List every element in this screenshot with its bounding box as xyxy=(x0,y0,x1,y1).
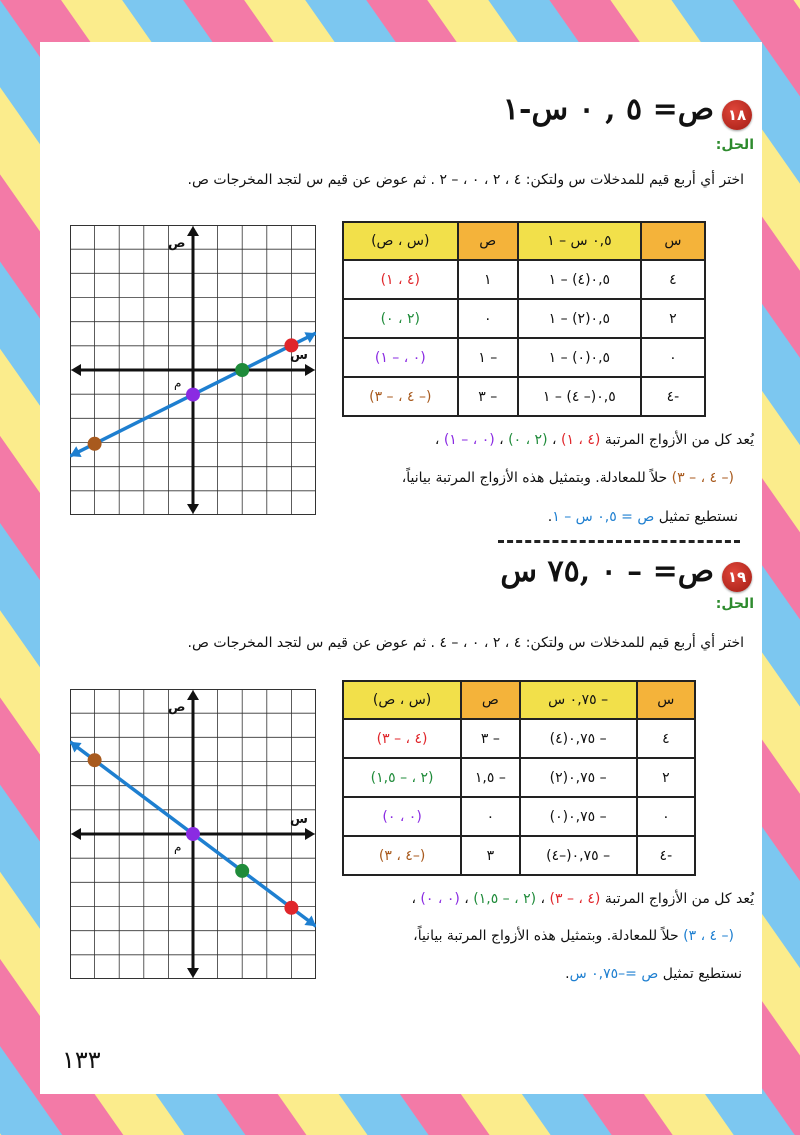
cell-y: ٠ xyxy=(461,797,519,836)
table-row xyxy=(343,260,705,299)
y-axis-label: ص xyxy=(168,700,186,715)
data-point xyxy=(88,437,102,451)
table-row xyxy=(343,377,705,416)
explanation-line-3 xyxy=(548,509,738,525)
cell-x: ٢ xyxy=(641,299,705,338)
table-row xyxy=(343,758,695,797)
cell-expression: ٠,٥(٤) – ١ xyxy=(518,260,641,299)
header-pair: (س ، ص) xyxy=(343,222,458,260)
data-point xyxy=(235,363,249,377)
question-18-header xyxy=(452,92,752,136)
ordered-pair: (٤ ، ١) xyxy=(560,432,601,448)
cell-pair: (٤ ، – ٣) xyxy=(343,719,461,758)
x-axis-label: س xyxy=(290,812,308,827)
ordered-pair: (– ٤ ، ٣) xyxy=(683,928,734,944)
ordered-pair: (٢ ، – ١,٥) xyxy=(473,891,537,907)
header-pair: (س ، ص) xyxy=(343,681,461,719)
cell-x: ٤ xyxy=(637,719,695,758)
values-table xyxy=(342,221,706,417)
page-number: ١٣٣ xyxy=(62,1046,101,1074)
cell-pair: (٤ ، ١) xyxy=(343,260,458,299)
x-axis-label: س xyxy=(290,348,308,363)
explanation-text: يُعد كل من الأزواج المرتبة xyxy=(604,432,754,448)
sentence-end: . xyxy=(565,966,570,982)
table-row xyxy=(343,797,695,836)
cell-y: ٠ xyxy=(458,299,518,338)
header-x: س xyxy=(637,681,695,719)
solution-label: الحل: xyxy=(715,596,754,612)
equation-title: ص= – ٠ ,٧٥ س xyxy=(500,554,714,589)
cell-x: ٤ xyxy=(641,260,705,299)
cell-pair: (– ٤ ، – ٣) xyxy=(343,377,458,416)
cell-x: -٤ xyxy=(641,377,705,416)
sentence-end: . xyxy=(547,509,553,525)
explanation-line-1: يُعد كل من الأزواج المرتبة (٤ ، ١) ، (٢ ، ٠) ، (٠ ، – ١) ، xyxy=(434,432,754,448)
explanation-line-2 xyxy=(413,928,734,944)
cell-x: ٠ xyxy=(637,797,695,836)
ordered-pair: (٤ ، – ٣) xyxy=(549,891,601,907)
cell-y: – ٣ xyxy=(458,377,518,416)
explanation-line-2 xyxy=(402,470,734,486)
table-row xyxy=(343,299,705,338)
section-divider xyxy=(498,540,740,543)
instruction-text: اختر أي أربع قيم للمدخلات س ولتكن: ٤ ، ٢ ، ٠ ، – ٤ . ثم عوض عن قيم س لتجد المخرجات ص. xyxy=(187,635,744,651)
header-y: ص xyxy=(461,681,519,719)
cell-y: ١ xyxy=(458,260,518,299)
coordinate-graph xyxy=(70,689,316,979)
header-expression: – ٠,٧٥ س xyxy=(520,681,637,719)
instruction-text: اختر أي أربع قيم للمدخلات س ولتكن: ٤ ، ٢ ، ٠ ، – ٢ . ثم عوض عن قيم س لتجد المخرجات ص. xyxy=(187,172,744,188)
values-table xyxy=(342,680,696,876)
explanation-text: نستطيع تمثيل xyxy=(662,966,742,982)
cell-expression: – ٠,٧٥(٢) xyxy=(520,758,637,797)
solution-label: الحل: xyxy=(715,137,754,153)
question-number-badge: ١٩ xyxy=(722,562,752,592)
cell-expression: ٠,٥(٠) – ١ xyxy=(518,338,641,377)
coordinate-graph xyxy=(70,225,316,515)
cell-pair: (٠ ، ٠) xyxy=(343,797,461,836)
explanation-text: حلاً للمعادلة. وبتمثيل هذه الأزواج المرتبة بيانياً، xyxy=(401,470,668,486)
origin-label: م xyxy=(174,840,182,854)
ordered-pair: (٠ ، – ١) xyxy=(443,432,495,448)
data-point xyxy=(88,753,102,767)
data-point xyxy=(284,901,298,915)
cell-y: – ٣ xyxy=(461,719,519,758)
header-expression: ٠,٥ س – ١ xyxy=(518,222,641,260)
equation-inline: ص =–٠,٧٥ س xyxy=(569,966,659,982)
question-19-header xyxy=(452,554,752,598)
explanation-line-1: يُعد كل من الأزواج المرتبة (٤ ، – ٣) ، (٢ ، – ١,٥) ، (٠ ، ٠) ، xyxy=(411,891,754,907)
table-body xyxy=(343,260,705,416)
cell-pair: (٠ ، – ١) xyxy=(343,338,458,377)
table-row xyxy=(343,338,705,377)
cell-pair: (٢ ، ٠) xyxy=(343,299,458,338)
cell-y: – ١,٥ xyxy=(461,758,519,797)
cell-x: ٠ xyxy=(641,338,705,377)
y-axis-label: ص xyxy=(168,236,186,251)
table-row xyxy=(343,836,695,875)
data-point xyxy=(186,827,200,841)
cell-expression: – ٠,٧٥(٠) xyxy=(520,797,637,836)
worksheet-page xyxy=(40,42,762,1094)
cell-expression: ٠,٥(٢) – ١ xyxy=(518,299,641,338)
explanation-text: يُعد كل من الأزواج المرتبة xyxy=(604,891,754,907)
ordered-pair: (– ٤ ، – ٣) xyxy=(671,470,734,486)
ordered-pair: (٠ ، ٠) xyxy=(420,891,460,907)
table-row xyxy=(343,719,695,758)
data-point xyxy=(235,864,249,878)
cell-y: ٣ xyxy=(461,836,519,875)
equation-inline: ص = ٠,٥ س – ١ xyxy=(552,509,655,525)
header-x: س xyxy=(641,222,705,260)
equation-title: ص= ٥ , ٠ س-١ xyxy=(502,92,714,127)
cell-pair: (٢ ، – ١,٥) xyxy=(343,758,461,797)
cell-pair: (–٤ ، ٣) xyxy=(343,836,461,875)
data-point xyxy=(186,388,200,402)
cell-expression: – ٠,٧٥(–٤) xyxy=(520,836,637,875)
cell-expression: – ٠,٧٥(٤) xyxy=(520,719,637,758)
explanation-line-3 xyxy=(565,966,742,982)
table-body xyxy=(343,719,695,875)
explanation-text: نستطيع تمثيل xyxy=(658,509,738,525)
explanation-text: حلاً للمعادلة. وبتمثيل هذه الأزواج المرتبة بيانياً، xyxy=(413,928,679,944)
cell-x: -٤ xyxy=(637,836,695,875)
header-y: ص xyxy=(458,222,518,260)
ordered-pair: (٢ ، ٠) xyxy=(508,432,548,448)
cell-x: ٢ xyxy=(637,758,695,797)
cell-expression: ٠,٥(– ٤) – ١ xyxy=(518,377,641,416)
cell-y: – ١ xyxy=(458,338,518,377)
question-number-badge: ١٨ xyxy=(722,100,752,130)
origin-label: م xyxy=(174,376,182,390)
